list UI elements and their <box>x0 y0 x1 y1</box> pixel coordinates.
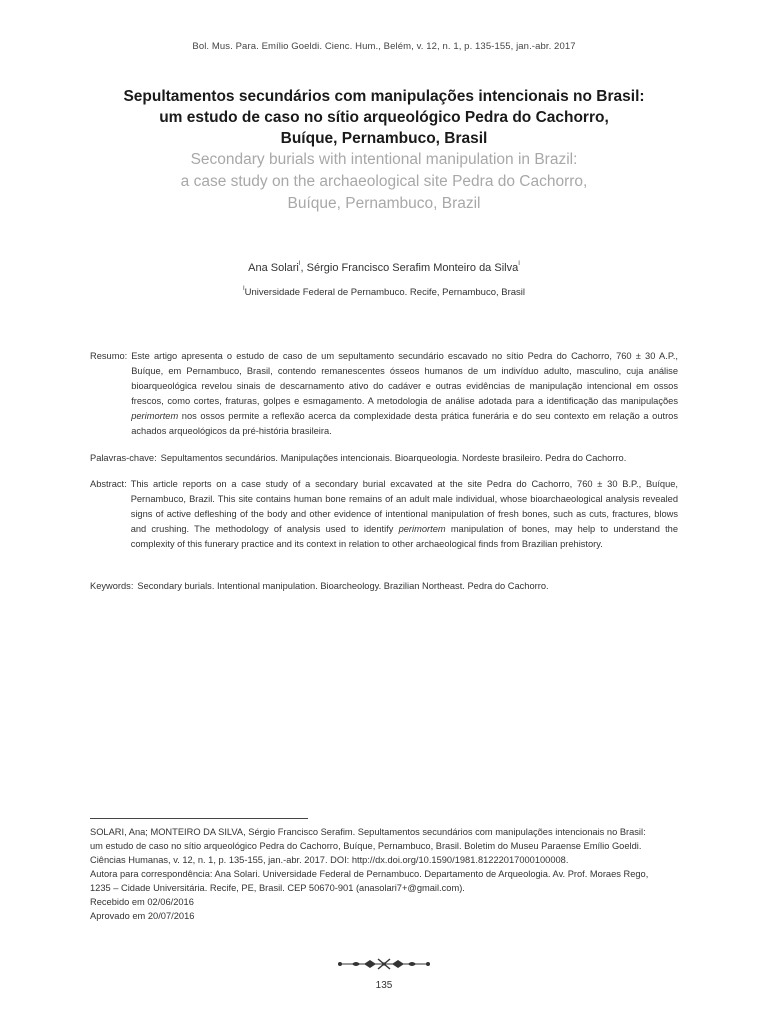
abstract-text <box>131 477 678 552</box>
palavras-chave-section <box>90 451 678 466</box>
abstract-italic-term: perimortem <box>398 524 446 534</box>
author-name: Sérgio Francisco Serafim Monteiro da Silva <box>306 262 519 274</box>
footnote-line: Ciências Humanas, v. 12, n. 1, p. 135-155, jan.-abr. 2017. DOI: http://dx.doi.org/10.1590/1981.81222017000100008. <box>90 855 569 865</box>
footnote-line: Aprovado em 20/07/2016 <box>90 911 195 921</box>
decorative-divider-icon <box>334 957 434 971</box>
footnote-line: Recebido em 02/06/2016 <box>90 897 194 907</box>
title-pt-line: Buíque, Pernambuco, Brasil <box>280 130 488 147</box>
abstract-label: Abstract: <box>90 479 127 489</box>
palavras-chave-text: Sepultamentos secundários. Manipulações intencionais. Bioarqueologia. Nordeste brasileiro. Pedra do Cachorro. <box>160 453 627 463</box>
page-number: 135 <box>375 980 393 991</box>
title-pt-line: Sepultamentos secundários com manipulações intencionais no Brasil: <box>123 88 645 105</box>
footnote-line: Autora para correspondência: Ana Solari. Universidade Federal de Pernambuco. Departamento de Arqueologia. Av. Prof. Moraes Rego, <box>90 869 649 879</box>
resumo-section <box>90 349 678 439</box>
resumo-label: Resumo: <box>90 351 128 361</box>
title-pt-line: um estudo de caso no sítio arqueológico Pedra do Cachorro, <box>159 109 609 126</box>
title-en-line: a case study on the archaeological site Pedra do Cachorro, <box>180 173 588 190</box>
author-name: Ana Solari <box>248 262 299 274</box>
title-en-line: Secondary burials with intentional manipulation in Brazil: <box>190 151 578 168</box>
author-list <box>0 262 768 274</box>
keywords-label: Keywords: <box>90 581 134 591</box>
title-portuguese <box>90 86 678 149</box>
title-english <box>90 149 678 215</box>
resumo-text-part: Este artigo apresenta o estudo de caso de um sepultamento secundário escavado no sítio Pedra do Cachorro, 760 ± 30 A.P., Buíque, em Pernambuco, Brasil, contendo remanescentes ósseos humanos de um indivíduo adulto, masculino, cuja análise bioarqueológica revelou sinais de descarnamento ativo do cadáver e outras evidências de manipulação intencional em ossos frescos, como cortes, fraturas, golpes e esmagamento. A metodologia de análise adotada para a identificação das manipulações <box>131 351 678 406</box>
affiliation <box>0 287 768 298</box>
resumo-italic-term: perimortem <box>131 411 179 421</box>
author-separator: , <box>300 262 307 274</box>
author-affiliation-mark: I <box>298 261 301 267</box>
resumo-text <box>131 349 678 439</box>
footnote-line: 1235 – Cidade Universitária. Recife, PE, Brasil. CEP 50670-901 (anasolari7+@gmail.com). <box>90 883 465 893</box>
abstract-text-part: This article reports on a case study of a secondary burial excavated at the site Pedra do Cachorro, 760 ± 30 B.P., Buíque, Pernambuco, Brazil. This site contains human bone remains of an adult male individual, whose bioarchaeological analysis revealed signs of active defleshing of the body and other evidence of intentional manipulation of fresh bones, such as cuts, fractures, blows and crushing. The methodology of analysis used to identify <box>130 479 678 534</box>
author-affiliation-mark: I <box>518 261 520 267</box>
affiliation-text: Universidade Federal de Pernambuco. Recife, Pernambuco, Brasil <box>244 287 526 298</box>
title-block <box>90 86 678 215</box>
affiliation-mark: I <box>242 286 245 292</box>
resumo-text-part: nos ossos permite a reflexão acerca da complexidade desta prática funerária e do seu contexto em relação a outros achados arqueológicos da pré-história brasileira. <box>131 411 678 436</box>
footnote-divider <box>90 818 308 819</box>
running-head: Bol. Mus. Para. Emílio Goeldi. Cienc. Hum., Belém, v. 12, n. 1, p. 135-155, jan.-abr. 2017 <box>192 41 576 52</box>
footnotes <box>90 825 680 923</box>
keywords-text: Secondary burials. Intentional manipulation. Bioarcheology. Brazilian Northeast. Pedra do Cachorro. <box>137 581 549 591</box>
keywords-section <box>90 579 678 594</box>
abstract-section <box>90 477 678 552</box>
abstract-text-part: manipulation of bones, may help to understand the complexity of this funerary practice and its context in relation to other archaeological finds from Brazilian prehistory. <box>130 524 678 549</box>
title-en-line: Buíque, Pernambuco, Brazil <box>287 195 481 212</box>
footnote-line: SOLARI, Ana; MONTEIRO DA SILVA, Sérgio Francisco Serafim. Sepultamentos secundários com manipulações intencionais no Brasil: <box>90 827 646 837</box>
footnote-line: um estudo de caso no sítio arqueológico Pedra do Cachorro, Buíque, Pernambuco, Brasil. Boletim do Museu Paraense Emílio Goeldi. <box>90 841 642 851</box>
palavras-chave-label: Palavras-chave: <box>90 453 157 463</box>
